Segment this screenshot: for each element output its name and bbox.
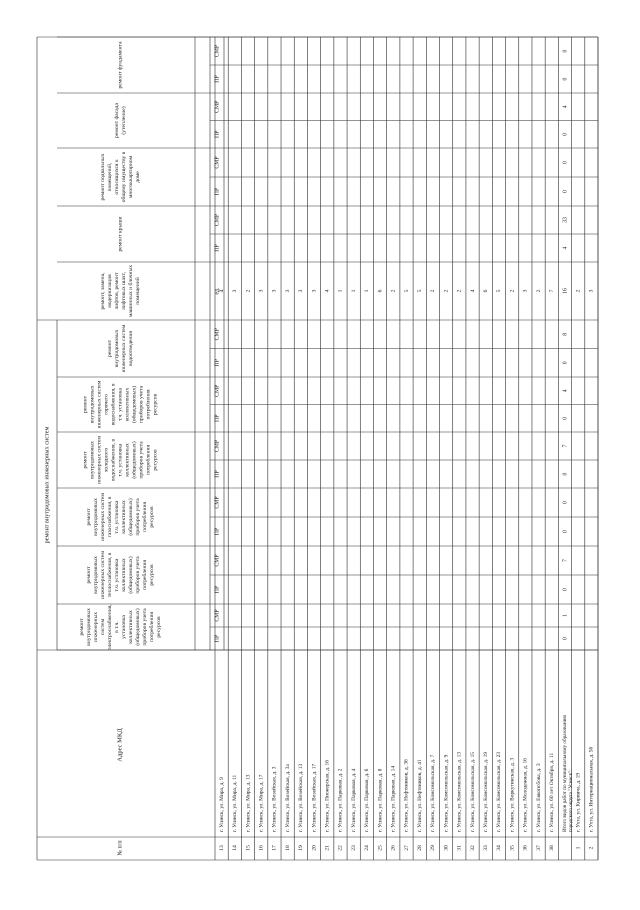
total-label-2: городского округа "Усинск": <box>568 769 575 832</box>
row-ed: 1 <box>350 289 357 293</box>
total-gas-pr: 0 <box>562 530 569 533</box>
row-address: г. Усинск, ул. Комсомольская, д. 19 <box>482 751 489 832</box>
row-ed: 4 <box>218 289 225 293</box>
total-cw-pr: 0 <box>562 472 569 476</box>
row-ed: 2 <box>535 289 542 293</box>
row-address: г. Ухта, ул. Интернациональная, д. 56 <box>588 746 595 832</box>
row-address: г. Усинск, ул. Мира, д. 17 <box>258 774 265 832</box>
row-address: г. Усинск, ул. Мира, д. 13 <box>245 774 252 832</box>
electricity-header: ремонтвнутридомовыхинженерныхсистемэлектроснабжения,в т.ч.установкаколлективных(общедомовых)приборов учетапотребленияресурсов <box>78 604 162 650</box>
row-ed: 3 <box>522 289 529 293</box>
ed-label: ед. <box>214 287 221 295</box>
heating-header: ремонтвнутридомовыхинженерных системтеплоснабжения, вт.ч. установкаколлективных(общедомовых)приборов учетапотребленияресурсов <box>85 551 155 599</box>
row-address: г. Усинск, ул. Молодежная, д. 16 <box>522 758 529 832</box>
row-address: г. Усинск, ул. Пионерская, д. 16 <box>324 760 331 832</box>
pr-label-0: ПР <box>214 75 221 83</box>
row-number: 15 <box>245 845 252 851</box>
gas-header: ремонтвнутридомовыхинженерных системгазоснабжения, вт.ч. установкаколлективных(общедомовых)приборов учетапотребленияресурсов <box>85 493 155 541</box>
total-cw-smr: 7 <box>562 444 569 448</box>
row-ed: 2 <box>443 289 450 293</box>
smr-label-5: СМР <box>214 328 221 341</box>
row-ed: 2 <box>509 289 516 293</box>
row-number: 27 <box>403 845 410 851</box>
row-address: г. Ухта, ул. Кирпича, д. 19 <box>575 772 582 832</box>
pr-label-7: ПР <box>214 470 221 478</box>
row-address: г. Усинск, ул. Мира, д. 11 <box>232 774 239 832</box>
row-number: 14 <box>232 845 239 851</box>
row-number: 37 <box>535 845 542 851</box>
smr-label-9: СМР <box>214 554 221 567</box>
row-address: г. Усинск, ул. Возейская, д. 17 <box>311 763 318 832</box>
elevators-header: ремонт, замена,модернизациялифтов, ремонтлифтовых шахт,машинных и блочныхпомещений <box>99 264 141 318</box>
row-ed: 7 <box>549 289 556 293</box>
row-ed: 2 <box>245 289 252 293</box>
row-number: 31 <box>456 845 463 851</box>
total-heat-smr: 7 <box>562 559 569 562</box>
smr-label-7: СМР <box>214 439 221 453</box>
row-number: 19 <box>298 845 305 851</box>
num-header: № п/п <box>117 840 124 856</box>
total-sew-smr: 8 <box>562 332 569 336</box>
total-label-1: Итого видов работ по муниципальному образованию <box>562 714 569 832</box>
row-number: 16 <box>258 845 265 851</box>
row-number: 30 <box>443 845 450 851</box>
row-number: 34 <box>496 845 503 851</box>
total-fnd-smr: 0 <box>562 49 569 53</box>
row-ed: 6 <box>377 289 384 293</box>
pr-label-1: ПР <box>214 130 221 138</box>
row-address: г. Усинск, ул. Парковая, д. 2 <box>337 768 344 832</box>
row-address: г. Усинск, ул. Комсомольская, д. 15 <box>469 751 476 832</box>
total-heat-pr: 0 <box>562 588 569 591</box>
row-ed: 5 <box>416 289 423 293</box>
row-number: 25 <box>377 845 384 851</box>
row-address: г. Усинск, ул. Возейская, д. 13 <box>298 763 305 832</box>
smr-label-1: СМР <box>214 100 221 113</box>
row-address: г. Усинск, ул. Парковая, д. 4 <box>350 768 357 832</box>
sewerage-header: ремонтвнутридомовыхинженерных системводоотведения <box>106 324 134 373</box>
row-address: г. Усинск, ул. Комсомольская, д. 7 <box>430 754 437 832</box>
cold-water-header: ремонтвнутридомовыхинженерных системхолодноговодоснабжения, вт.ч. установкаколлективных(общедомовых)приборов учетапотребленияресурсов <box>82 436 159 484</box>
smr-label-6: СМР <box>214 384 221 397</box>
total-ed: 16 <box>562 288 569 294</box>
row-ed: 3 <box>271 289 278 293</box>
total-hw-pr: 0 <box>562 416 569 420</box>
row-address: г. Усинск, ул. Комсомольская, д. 13 <box>456 751 463 832</box>
row-number: 21 <box>324 845 331 851</box>
row-number: 24 <box>364 845 371 851</box>
row-address: г. Усинск, ул. Возейская, д. 3 <box>271 766 278 832</box>
roof-header: ремонт крыши <box>117 216 124 252</box>
row-address: г. Усинск, ул. Нефтяников, д. 36 <box>403 759 410 832</box>
row-ed: 4 <box>469 289 476 293</box>
row-number: 36 <box>522 845 529 851</box>
row-address: г. Усинск, ул. Комсомольская, д. 9 <box>443 754 450 832</box>
row-address: г. Усинск, ул. Евкопсбова, д. 3 <box>535 763 542 832</box>
row-number: 13 <box>218 845 225 851</box>
total-roof-smr: 33 <box>562 217 569 223</box>
total-base-pr: 0 <box>562 190 569 193</box>
row-address: г. Усинск, ул. Парковая, д. 8 <box>377 768 384 832</box>
foundation-header: ремонт фундамента <box>117 41 124 89</box>
row-number: 26 <box>390 845 397 851</box>
smr-label-2: СМР <box>214 156 221 169</box>
pr-label-3: ПР <box>214 244 221 252</box>
row-number: 29 <box>430 845 437 851</box>
row-number: 18 <box>284 845 291 851</box>
row-ed: 6 <box>483 289 490 293</box>
smr-label-8: СМР <box>214 496 221 509</box>
row-address: г. Усинск, ул. 60 лет Октября, д. 11 <box>549 752 556 832</box>
row-ed: 2 <box>390 289 397 293</box>
total-sew-pr: 0 <box>562 361 569 365</box>
row-address: г. Усинск, ул. Мира, д. 9 <box>218 777 225 832</box>
row-ed: 2 <box>430 289 437 293</box>
smr-label-0: СМР <box>214 44 221 58</box>
total-gas-smr: 0 <box>562 501 569 504</box>
row-number: 2 <box>588 846 595 850</box>
row-address: г. Усинск, ул. Комсомольская, д. 23 <box>496 751 503 832</box>
row-number: 32 <box>469 845 476 851</box>
row-address: г. Усинск, ул. Парковая, д. 14 <box>390 765 397 832</box>
row-address: г. Усинск, ул. Нефтяников, д. 41 <box>416 759 423 832</box>
pr-label-5: ПР <box>214 359 221 367</box>
hot-water-header: ремонтвнутридомовыхинженерных системгорячеговодоснабжения, вт.ч. установкаколлективных(общедомовых)приборов учетапотребленияресурсов <box>82 380 159 429</box>
row-ed: 1 <box>364 289 371 293</box>
row-ed: 3 <box>232 289 239 293</box>
row-ed: 3 <box>298 289 305 293</box>
total-roof-pr: 4 <box>562 246 569 250</box>
total-fnd-pr: 0 <box>562 77 569 81</box>
row-ed: 3 <box>588 289 595 293</box>
row-ed: 1 <box>337 289 344 293</box>
row-number: 35 <box>509 845 516 851</box>
smr-label-3: СМР <box>214 213 221 227</box>
row-number: 17 <box>271 845 278 851</box>
row-number: 22 <box>337 845 344 851</box>
pr-label-8: ПР <box>214 527 221 536</box>
row-number: 28 <box>416 845 423 851</box>
row-ed: 3 <box>284 289 291 293</box>
row-address: г. Усинск, ул. Воркутинская, д. 3 <box>509 757 516 832</box>
facade-header: ремонт фасада(утепление) <box>113 103 127 138</box>
group-internal-label: ремонт внутридомовых инженерных систем <box>43 426 51 544</box>
row-ed: 5 <box>496 289 503 293</box>
row-ed: 5 <box>403 289 410 293</box>
pr-label-9: ПР <box>214 585 221 594</box>
row-ed: 4 <box>324 289 331 293</box>
row-number: 1 <box>575 846 582 850</box>
row-address: г. Усинск, ул. Возейская, д. 3а <box>284 764 291 832</box>
row-number: 38 <box>549 845 556 851</box>
pr-label-6: ПР <box>214 414 221 422</box>
total-hw-smr: 4 <box>562 389 569 393</box>
row-ed: 2 <box>575 289 582 293</box>
smr-label-10: СМР <box>214 609 221 622</box>
address-header: Адрес МКД <box>116 728 124 762</box>
row-ed: 3 <box>258 289 265 293</box>
basement-header: ремонт подвальныхпомещений,относящихся кобщему имуществу вмногоквартирномдоме <box>99 151 141 203</box>
row-number: 20 <box>311 845 318 851</box>
row-ed: 2 <box>456 289 463 293</box>
total-fac-pr: 0 <box>562 132 569 136</box>
total-el-pr: 0 <box>562 637 569 640</box>
pr-label-10: ПР <box>214 634 221 643</box>
row-address: г. Усинск, ул. Парковая, д. 6 <box>364 768 371 832</box>
total-base-smr: 0 <box>562 161 569 164</box>
row-ed: 3 <box>311 289 318 293</box>
row-number: 33 <box>483 845 490 851</box>
total-fac-smr: 4 <box>562 105 569 109</box>
pr-label-2: ПР <box>214 187 221 196</box>
total-el-smr: 1 <box>562 614 569 617</box>
row-number: 23 <box>350 845 357 851</box>
